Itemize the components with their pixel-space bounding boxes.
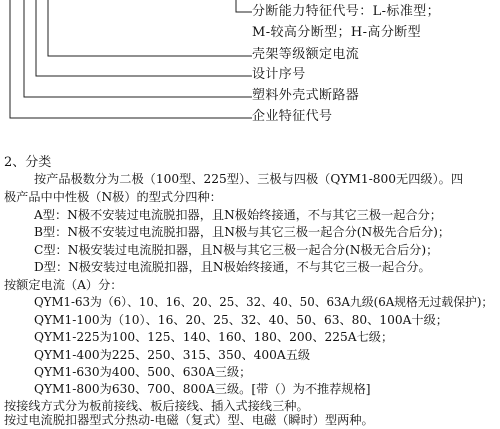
paragraph-line: QYM1-225为100、125、140、160、180、200、225A七级； — [34, 330, 394, 344]
paragraph-line: QYM1-100为（10）、16、20、25、32、40、50、63、80、100A十级； — [34, 313, 448, 327]
paragraph-line: A型：N极不安装过电流脱扣器，且N极始终接通，不与其它三极一起合分； — [34, 208, 442, 222]
section-heading: 2、分类 — [4, 155, 52, 170]
legend-frame-current: 壳架等级额定电流 — [252, 47, 360, 62]
bracket-enterprise-code — [10, 0, 252, 118]
legend-enterprise-code: 企业特征代号 — [252, 109, 333, 124]
bracket-breaking-capacity — [236, 0, 252, 12]
paragraph-line: B型：N极不安装过电流脱扣器，且N极与其它三极一起合分(N极先合后分)； — [34, 225, 451, 239]
paragraph-line: QYM1-630为400、500、630A三级； — [34, 365, 252, 379]
bracket-design-serial — [36, 0, 252, 76]
legend-design-serial: 设计序号 — [252, 67, 306, 82]
paragraph-line: QYM1-800为630、700、800A三级。[带（）为不推荐规格] — [34, 382, 371, 396]
paragraph-line: 按过电流脱扣器型式分热动-电磁（复式）型、电磁（瞬时）型两种。 — [4, 413, 374, 427]
paragraph-line: 按额定电流（A）分： — [4, 278, 123, 292]
paragraph-line: QYM1-400为225、250、315、350、400A五级 — [34, 348, 311, 362]
paragraph-line: QYM1-63为（6）、10、16、20、25、32、40、50、63A九级(6A规格无过载保护)； — [34, 295, 494, 309]
bracket-frame-current — [48, 0, 252, 56]
paragraph-line: 按接线方式分为板前接线、板后接线、插入式接线三种。 — [4, 399, 309, 413]
paragraph-line: D型：N极安装过电流脱扣器，且N极始终接通，不与其它三极一起合分。 — [34, 260, 431, 274]
model-code-diagram — [0, 0, 500, 128]
bracket-breaker-type — [24, 0, 252, 97]
legend-breaker-type: 塑料外壳式断路器 — [252, 88, 360, 103]
legend-breaking-types: M-较高分断型；H-高分断型 — [252, 25, 422, 40]
paragraph-line: 极产品中中性极（N极）的型式分四种： — [4, 190, 222, 204]
legend-breaking-capacity: 分断能力特征代号：L-标准型； — [252, 4, 441, 19]
paragraph-line: C型：N极安装过电流脱扣器，且N极与其它三极一起合分(N极无合后分)； — [34, 243, 439, 257]
paragraph-line: 按产品极数分为二极（100型、225型）、三极与四极（QYM1-800无四级）。四 — [34, 172, 464, 186]
